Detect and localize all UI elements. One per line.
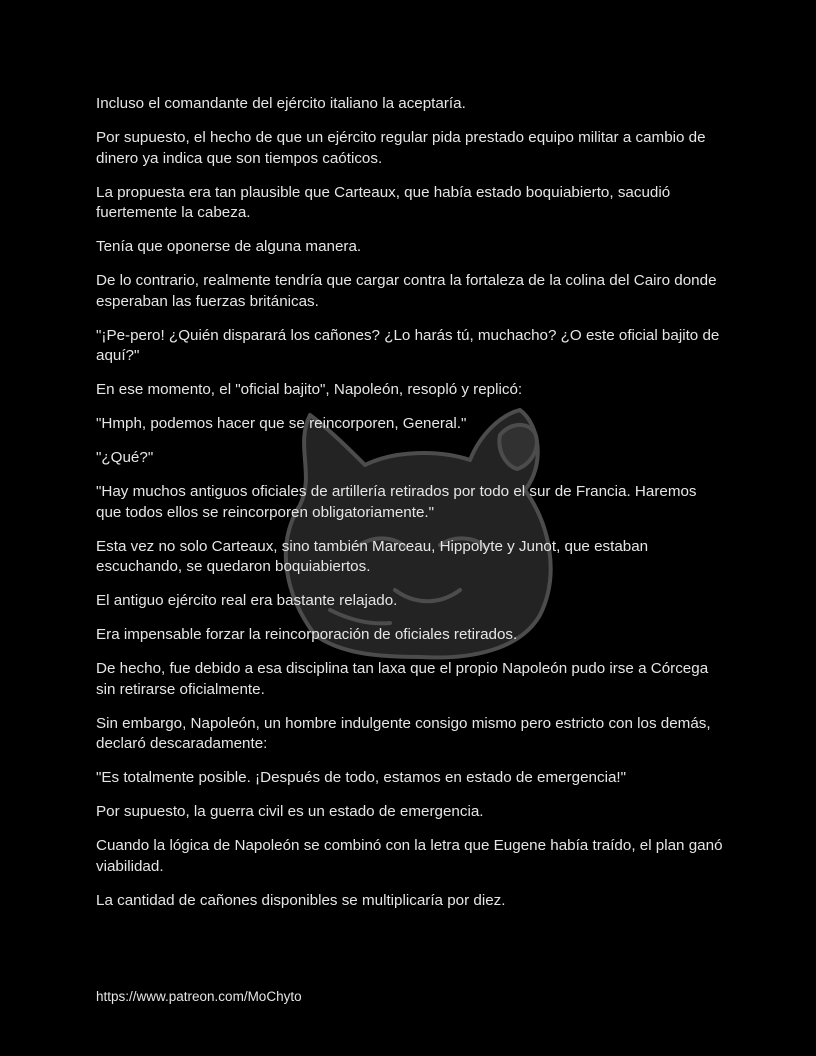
paragraph: En ese momento, el "oficial bajito", Napoleón, resopló y replicó: [96,381,523,398]
paragraph: Esta vez no solo Carteaux, sino también Marceau, Hippolyte y Junot, que estaban escuchando, se quedaron boquiabiertos. [96,537,649,575]
patreon-link[interactable]: https://www.patreon.com/MoChyto [96,989,302,1004]
paragraph: Sin embargo, Napoleón, un hombre indulgente consigo mismo pero estricto con los demás, declaró descaradamente: [96,714,711,752]
paragraph: "Hay muchos antiguos oficiales de artillería retirados por todo el sur de Francia. Haremos que todos ellos se reincorporen obligatoriamente." [96,483,697,521]
paragraph: El antiguo ejército real era bastante relajado. [96,592,398,609]
paragraph: "Es totalmente posible. ¡Después de todo, estamos en estado de emergencia!" [96,769,626,786]
paragraph: Cuando la lógica de Napoleón se combinó con la letra que Eugene había traído, el plan ganó viabilidad. [96,837,723,875]
paragraph: "¿Qué?" [96,449,154,466]
paragraph: La cantidad de cañones disponibles se multiplicaría por diez. [96,891,506,909]
paragraph: De lo contrario, realmente tendría que cargar contra la fortaleza de la colina del Cairo donde esperaban las fuerzas británicas. [96,272,717,310]
paragraph: Tenía que oponerse de alguna manera. [96,238,362,255]
paragraph: "Hmph, podemos hacer que se reincorporen, General." [96,415,467,432]
paragraph: Por supuesto, el hecho de que un ejército regular pida prestado equipo militar a cambio de dinero ya indica que son tiempos caóticos. [96,129,706,167]
paragraph: "¡Pe-pero! ¿Quién disparará los cañones? ¿Lo harás tú, muchacho? ¿O este oficial bajito de aquí?" [96,326,720,364]
paragraph: De hecho, fue debido a esa disciplina tan laxa que el propio Napoleón pudo irse a Córcega sin retirarse oficialmente. [96,660,709,698]
document-body [96,94,726,925]
paragraph: Incluso el comandante del ejército italiano la aceptaría. [96,95,466,112]
paragraph: La propuesta era tan plausible que Carteaux, que había estado boquiabierto, sacudió fuertemente la cabeza. [96,183,671,221]
paragraph: Era impensable forzar la reincorporación de oficiales retirados. [96,626,518,643]
paragraph: Por supuesto, la guerra civil es un estado de emergencia. [96,803,484,820]
